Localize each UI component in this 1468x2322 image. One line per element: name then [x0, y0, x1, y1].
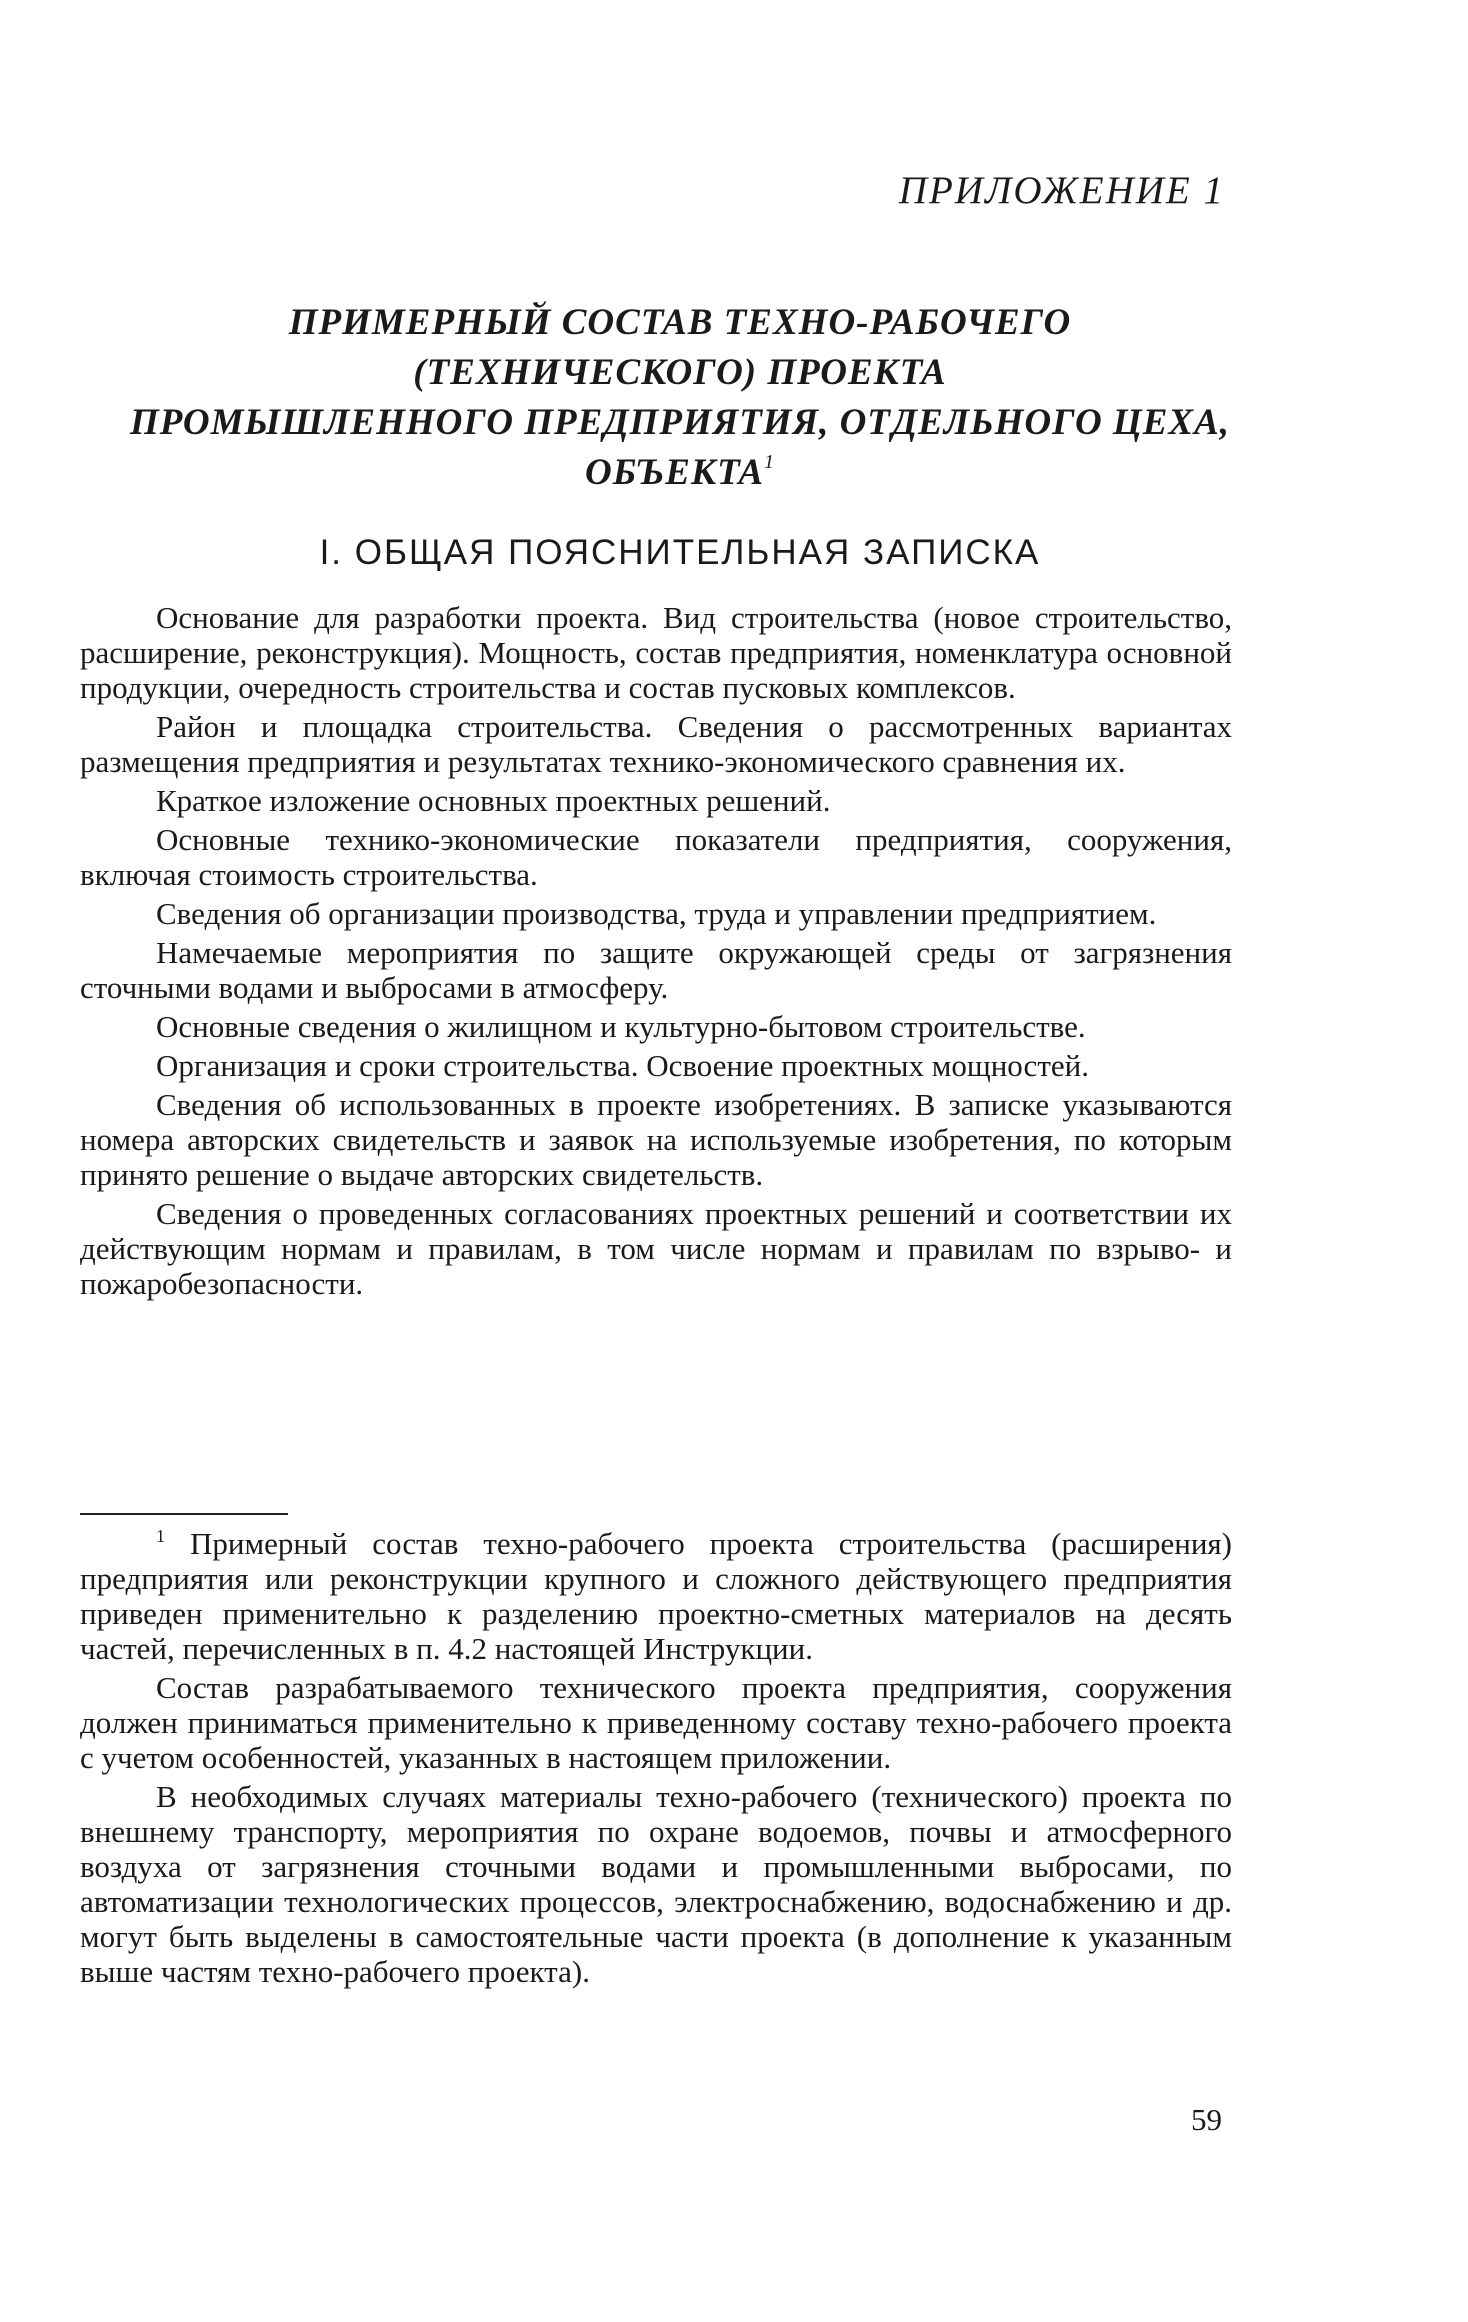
- footnote-1-text: Примерный состав техно-рабочего проекта строительства (расширения) предприятия или реконструкции крупного и сложного действующего предприятия приведен применительно к разделению проектно-сметных материалов на десять частей, перечисленных в п. 4.2 настоящей Инструкции.: [80, 1526, 1232, 1666]
- section-heading: I. ОБЩАЯ ПОЯСНИТЕЛЬНАЯ ЗАПИСКА: [319, 533, 1041, 572]
- footnote-mark: 1: [156, 1526, 165, 1546]
- appendix-label: ПРИЛОЖЕНИЕ 1: [898, 169, 1225, 212]
- paragraph: Основные технико-экономические показатели предприятия, сооружения, включая стоимость строительства.: [80, 822, 1232, 892]
- page-number: 59: [1191, 2102, 1222, 2137]
- footnote-divider: [80, 1513, 288, 1515]
- title-line-3: ПРОМЫШЛЕННОГО ПРЕДПРИЯТИЯ, ОТДЕЛЬНОГО ЦЕХА,: [130, 402, 1230, 443]
- paragraph: Намечаемые мероприятия по защите окружающей среды от загрязнения сточными водами и выбросами в атмосферу.: [80, 935, 1232, 1005]
- paragraph: Краткое изложение основных проектных решений.: [156, 783, 831, 818]
- document-title: [120, 298, 1240, 498]
- footnote-1: [80, 1526, 1232, 1666]
- title-footnote-mark: 1: [764, 451, 776, 473]
- paragraph: Район и площадка строительства. Сведения о рассмотренных вариантах размещения предприятия и результатах технико-экономического сравнения их.: [80, 709, 1232, 779]
- paragraph: Сведения об использованных в проекте изобретениях. В записке указываются номера авторских свидетельств и заявок на используемые изобретения, по которым принято решение о выдаче авторских свидетельств.: [80, 1087, 1232, 1192]
- paragraph: Организация и сроки строительства. Освоение проектных мощностей.: [156, 1048, 1089, 1083]
- title-line-4: [120, 448, 1240, 498]
- footnote-paragraph-3: В необходимых случаях материалы техно-рабочего (технического) проекта по внешнему транспорту, мероприятия по охране водоемов, почвы и атмосферного воздуха от загрязнения сточными водами и промышленными выбросами, по автоматизации технологических процессов, электроснабжению, водоснабжению и др. могут быть выделены в самостоятельные части проекта (в дополнение к указанным выше частям техно-рабочего проекта).: [80, 1779, 1232, 1989]
- footnotes: [80, 1526, 1232, 1993]
- paragraph: Сведения об организации производства, труда и управлении предприятием.: [156, 896, 1157, 931]
- title-line-1: ПРИМЕРНЫЙ СОСТАВ ТЕХНО-РАБОЧЕГО: [288, 302, 1072, 343]
- paragraph: Основание для разработки проекта. Вид строительства (новое строительство, расширение, реконструкция). Мощность, состав предприятия, номенклатура основной продукции, очередность строительства и состав пусковых комплексов.: [80, 600, 1232, 705]
- footnote-paragraph-2: Состав разрабатываемого технического проекта предприятия, сооружения должен приниматься применительно к приведенному составу техно-рабочего проекта с учетом особенностей, указанных в настоящем приложении.: [80, 1670, 1232, 1775]
- paragraph: Сведения о проведенных согласованиях проектных решений и соответствии их действующим нормам и правилам, в том числе нормам и правилам по взрыво- и пожаробезопасности.: [80, 1196, 1232, 1301]
- title-line-2: (ТЕХНИЧЕСКОГО) ПРОЕКТА: [413, 352, 947, 393]
- body-text: [80, 600, 1232, 1305]
- paragraph: Основные сведения о жилищном и культурно-бытовом строительстве.: [156, 1009, 1086, 1044]
- title-line-4-text: ОБЪЕКТА: [584, 452, 765, 493]
